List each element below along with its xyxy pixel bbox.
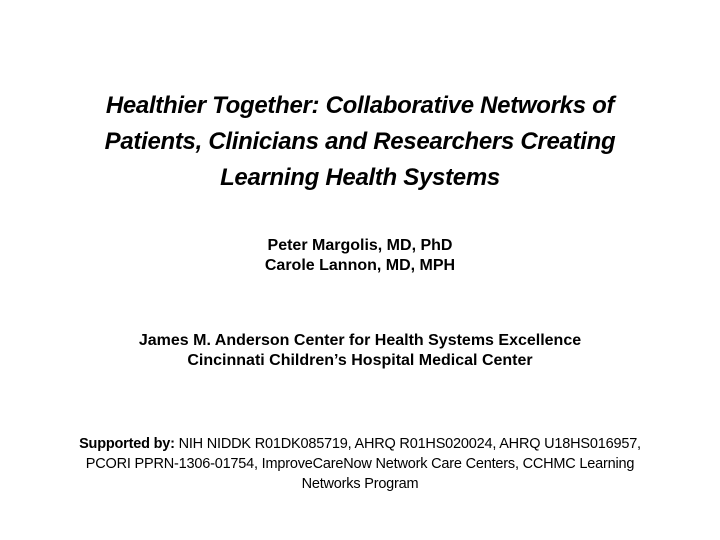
- slide-title: [40, 88, 680, 196]
- institution-block: [0, 331, 720, 371]
- institution-line-2: Cincinnati Children’s Hospital Medical Center: [187, 352, 533, 369]
- support-label: Supported by:: [79, 436, 175, 452]
- funding-statement: [6, 434, 714, 494]
- title-line-3: Learning Health Systems: [220, 164, 500, 191]
- support-text-1: NIH NIDDK R01DK085719, AHRQ R01HS020024, AHRQ U18HS016957,: [174, 436, 641, 452]
- support-line-3: Networks Program: [301, 476, 419, 492]
- support-line-1: [6, 434, 714, 454]
- title-line-1: Healthier Together: Collaborative Networks of: [105, 92, 615, 119]
- author-2: Carole Lannon, MD, MPH: [264, 257, 456, 274]
- title-line-2: Patients, Clinicians and Researchers Creating: [104, 128, 616, 155]
- support-line-2: PCORI PPRN-1306-01754, ImproveCareNow Network Care Centers, CCHMC Learning: [85, 456, 635, 472]
- institution-line-1: James M. Anderson Center for Health Systems Excellence: [138, 332, 582, 349]
- author-1: Peter Margolis, MD, PhD: [267, 237, 453, 254]
- author-list: [0, 236, 720, 276]
